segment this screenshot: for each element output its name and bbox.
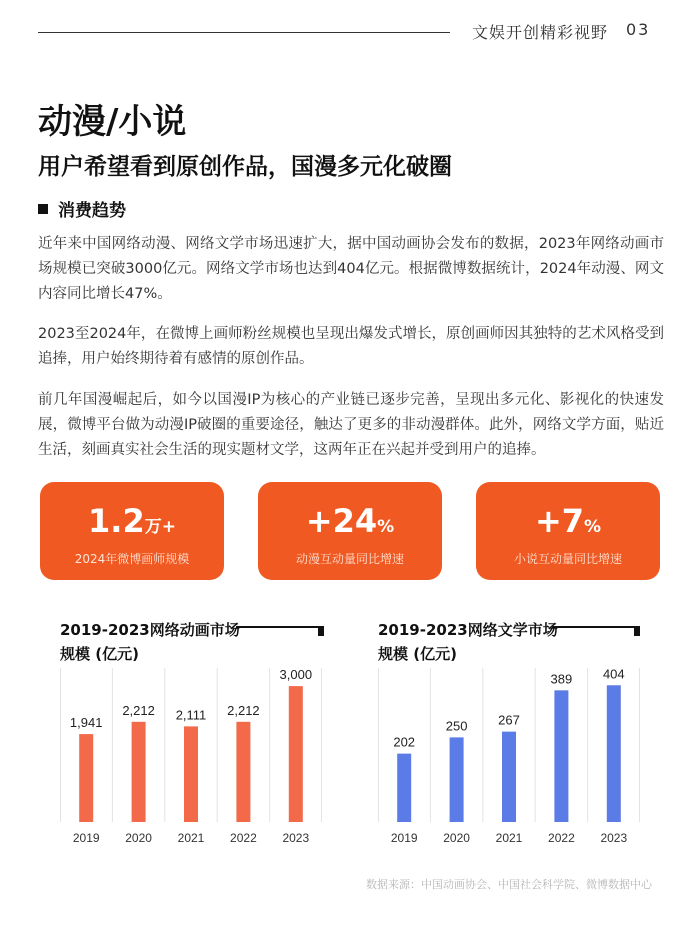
chart-title-line: 规模 (亿元) <box>378 645 457 663</box>
bar-2022 <box>236 722 250 822</box>
chart-title-line: 规模 (亿元) <box>60 645 139 663</box>
literature-market-chart <box>378 660 640 860</box>
data-label-2019: 202 <box>393 734 416 750</box>
stat-value <box>476 502 660 546</box>
bar-2020 <box>132 722 146 822</box>
x-tick-label-2023: 2023 <box>600 831 628 845</box>
chart-title-literature <box>378 618 558 666</box>
data-label-2022: 389 <box>550 671 573 687</box>
stat-card-anime-growth <box>258 482 442 580</box>
stat-value <box>40 502 224 546</box>
page-subtitle: 用户希望看到原创作品，国漫多元化破圈 <box>38 154 452 180</box>
data-label-2019: 1,941 <box>69 715 103 731</box>
animation-market-chart <box>60 660 322 860</box>
stat-number: 1.2 <box>88 502 145 540</box>
data-label-2023: 404 <box>602 666 625 682</box>
data-label-2020: 250 <box>445 718 468 734</box>
stat-card-novel-growth <box>476 482 660 580</box>
x-tick-label-2022: 2022 <box>548 831 575 845</box>
stat-label: 动漫互动量同比增速 <box>295 552 404 566</box>
paragraph-1: 近年来中国网络动漫、网络文学市场迅速扩大，据中国动画协会发布的数据，2023年网络动画市场规模已突破3000亿元。网络文学市场也达到404亿元。根据微博数据统计，2024年动漫、网文内容同比增长47%。 <box>38 236 664 302</box>
bar-2020 <box>450 737 464 822</box>
section-heading-text: 消费趋势 <box>58 201 126 221</box>
x-tick-label-2023: 2023 <box>282 831 310 845</box>
bar-2023 <box>289 686 303 822</box>
corner-bracket-decoration <box>236 626 324 636</box>
x-tick-label-2021: 2021 <box>177 831 205 845</box>
x-tick-label-2019: 2019 <box>390 831 418 845</box>
page-title: 动漫/小说 <box>38 102 187 142</box>
stat-number: +24 <box>305 502 378 540</box>
chart-title-line: 2019-2023网络文学市场 <box>378 621 558 639</box>
bar-2021 <box>502 732 516 822</box>
x-tick-label-2021: 2021 <box>495 831 523 845</box>
bar-2021 <box>184 726 198 822</box>
bar-2019 <box>79 734 93 822</box>
data-label-2022: 2,212 <box>227 702 260 718</box>
data-label-2021: 2,111 <box>175 707 207 723</box>
chart-title-animation <box>60 618 240 666</box>
bar-2022 <box>554 690 568 822</box>
stat-card-artists <box>40 482 224 580</box>
x-tick-label-2019: 2019 <box>72 831 100 845</box>
stat-label: 小说互动量同比增速 <box>513 552 622 566</box>
x-tick-label-2020: 2020 <box>125 831 152 845</box>
square-bullet-icon <box>38 204 48 214</box>
bar-2019 <box>397 754 411 822</box>
data-label-2020: 2,212 <box>122 702 155 718</box>
page-number: 03 <box>626 20 651 39</box>
stat-label: 2024年微博画师规模 <box>74 552 190 566</box>
stat-value <box>258 502 442 546</box>
paragraph-3: 前几年国漫崛起后，如今以国漫IP为核心的产业链已逐步完善，呈现出多元化、影视化的快速发展，微博平台做为动漫IP破圈的重要途径，触达了更多的非动漫群体。此外，网络文学方面，贴近生活，刻画真实社会生活的现实题材文学，这两年正在兴起并受到用户的追捧。 <box>38 392 664 458</box>
x-tick-label-2020: 2020 <box>443 831 470 845</box>
bar-2023 <box>607 685 621 822</box>
corner-bracket-decoration <box>552 626 640 636</box>
stat-unit: % <box>377 517 395 537</box>
paragraph-2: 2023至2024年，在微博上画师粉丝规模也呈现出爆发式增长，原创画师因其独特的艺术风格受到追捧，用户始终期待着有感情的原创作品。 <box>38 326 664 367</box>
header-rule <box>38 32 450 33</box>
section-heading <box>38 196 126 221</box>
header-title: 文娱开创精彩视野 <box>472 23 609 42</box>
data-label-2023: 3,000 <box>279 667 313 683</box>
x-tick-label-2022: 2022 <box>230 831 257 845</box>
stat-unit: % <box>584 517 602 537</box>
stat-unit: 万+ <box>144 517 176 537</box>
data-source-note: 数据来源：中国动画协会、中国社会科学院、微博数据中心 <box>366 878 652 891</box>
chart-title-line: 2019-2023网络动画市场 <box>60 621 240 639</box>
stat-number: +7 <box>534 502 585 540</box>
data-label-2021: 267 <box>498 712 520 728</box>
